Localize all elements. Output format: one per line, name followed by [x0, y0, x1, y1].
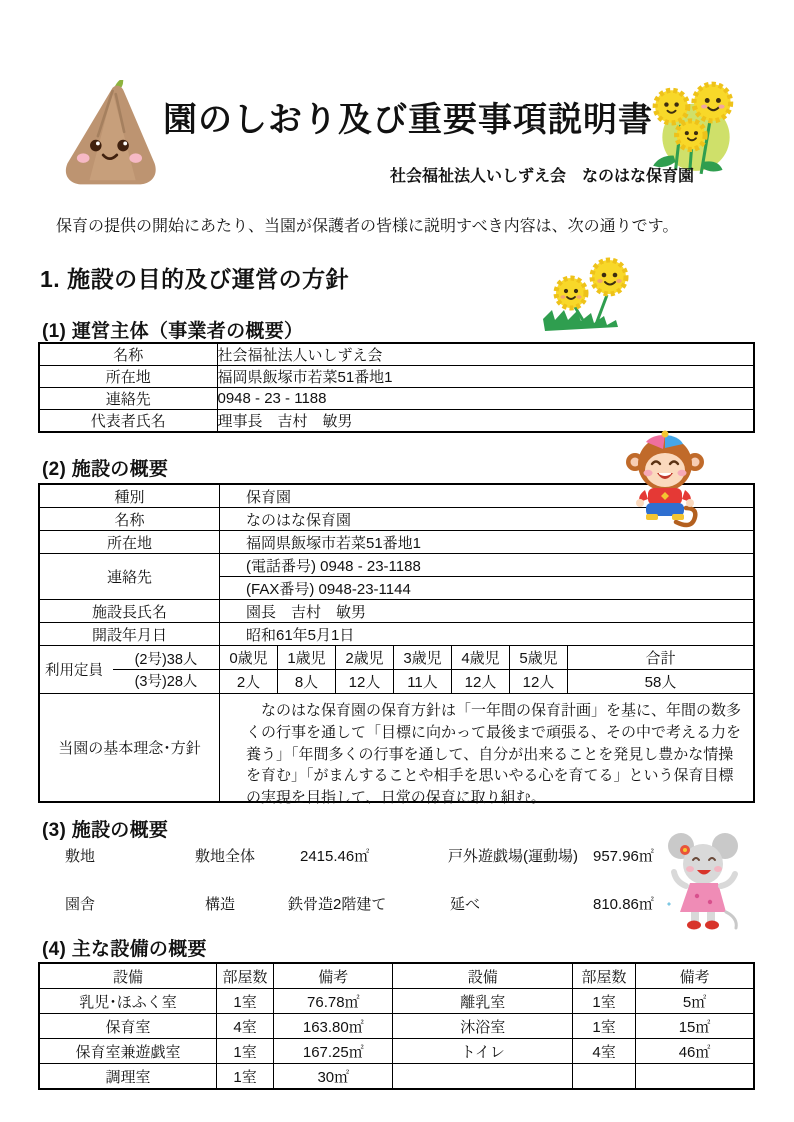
equipment-name: 離乳室 [393, 989, 573, 1014]
row-value: 保育園 [246, 488, 292, 506]
room-count: 1室 [572, 1014, 635, 1039]
room-area: 167.25㎡ [274, 1039, 393, 1064]
playground-label: 戸外遊戯場(運動場) [448, 848, 578, 865]
row-label: 所在地 [40, 531, 220, 553]
capacity-type3: (3号)28人 [134, 674, 198, 690]
age-count: 12人 [452, 670, 510, 694]
row-value: 園長 吉村 敏男 [246, 603, 367, 621]
table-row [39, 1014, 754, 1039]
capacity-grid [220, 646, 753, 693]
structure-label: 構造 [205, 896, 236, 913]
col-header: 部屋数 [572, 963, 635, 989]
table-row [39, 1039, 754, 1064]
monkey-mascot-image [618, 426, 718, 534]
age-header: 3歳児 [394, 646, 452, 670]
room-count: 1室 [572, 989, 635, 1014]
row-label: 代表者氏名 [39, 410, 217, 433]
row-value: 社会福祉法人いしずえ会 [217, 343, 754, 366]
row-label: 名称 [40, 508, 220, 530]
age-count: 58人 [644, 673, 677, 691]
organization-subtitle: 社会福祉法人いしずえ会 なのはな保育園 [390, 168, 695, 185]
philosophy-text: なのはな保育園の保育方針は「一年間の保育計画」を基に、年間の数多くの行事を通して「目標に向かって最後まで頑張る、その中で考える力を養う」「年間多くの行事を通して、自分が出来ることを発見し豊かな情操を育む」「がまんすることや相手を思いやる心を育てる」という保育目標の実現を目指して、日常の保育に取り組む。 [246, 702, 742, 806]
age-header: 5歳児 [510, 646, 568, 670]
subsection-1-heading: (1) 運営主体（事業者の概要） [42, 321, 304, 342]
row-label: 種別 [40, 485, 220, 507]
building-label: 園舎 [65, 896, 96, 913]
equipment-name: 保育室 [39, 1014, 216, 1039]
room-area: 30㎡ [274, 1064, 393, 1090]
structure-value: 鉄骨造2階建て [288, 896, 387, 913]
row-label: 所在地 [39, 366, 217, 388]
equipment-name: 沐浴室 [393, 1014, 573, 1039]
col-header: 備考 [274, 963, 393, 989]
age-count: 11人 [394, 670, 452, 694]
contact-row [40, 554, 753, 600]
philosophy-label: 当園の基本理念･方針 [40, 694, 220, 801]
intro-text: 保育の提供の開始にあたり、当園が保護者の皆様に説明すべき内容は、次の通りです。 [40, 218, 679, 235]
room-count [572, 1064, 635, 1090]
row-value: 福岡県飯塚市若菜51番地1 [217, 366, 754, 388]
equipment-name: 乳児･ほふく室 [39, 989, 216, 1014]
room-area: 163.80㎡ [274, 1014, 393, 1039]
page-title: 園のしおり及び重要事項説明書 [163, 101, 653, 139]
site-label: 敷地 [65, 848, 96, 865]
table-row [40, 600, 753, 623]
row-label: 開設年月日 [40, 623, 220, 645]
capacity-row [40, 646, 753, 694]
subsection-2-heading: (2) 施設の概要 [42, 459, 169, 480]
room-count: 4室 [216, 1014, 273, 1039]
site-area-row [38, 845, 755, 865]
playground-area: 957.96㎡ [593, 848, 654, 865]
equipment-name: 調理室 [39, 1064, 216, 1090]
bamboo-shoot-mascot-image [58, 80, 163, 188]
col-header: 部屋数 [216, 963, 273, 989]
floor-area-label: 延べ [450, 896, 481, 913]
col-header: 設備 [393, 963, 573, 989]
philosophy-row [40, 694, 753, 806]
room-area: 46㎡ [636, 1039, 754, 1064]
row-label: 連絡先 [39, 388, 217, 410]
dandelion-flower-mascots-image [533, 253, 643, 331]
table-row [39, 388, 754, 410]
row-label: 連絡先 [40, 554, 220, 599]
row-value: 0948 - 23 - 1188 [217, 388, 754, 410]
table-row [40, 531, 753, 554]
age-header: 0歳児 [220, 646, 278, 670]
room-count: 1室 [216, 1039, 273, 1064]
table-row [39, 1064, 754, 1090]
room-area: 15㎡ [636, 1014, 754, 1039]
subsection-3-heading: (3) 施設の概要 [42, 820, 169, 841]
subsection-4-heading: (4) 主な設備の概要 [42, 939, 207, 960]
table-row [39, 989, 754, 1014]
row-value: なのはな保育園 [246, 511, 352, 529]
operator-table [38, 342, 755, 433]
capacity-type2: (2号)38人 [113, 648, 219, 670]
row-label: 施設長氏名 [40, 600, 220, 622]
age-count: 12人 [336, 670, 394, 694]
section-1-heading: 1. 施設の目的及び運営の方針 [40, 266, 350, 292]
building-row [38, 893, 755, 913]
room-count: 1室 [216, 989, 273, 1014]
age-count: 12人 [510, 670, 568, 694]
age-header: 1歳児 [278, 646, 336, 670]
table-header-row [39, 963, 754, 989]
capacity-label: 利用定員 [45, 663, 103, 679]
room-count: 1室 [216, 1064, 273, 1090]
room-area: 76.78㎡ [274, 989, 393, 1014]
age-header: 合計 [568, 646, 753, 670]
room-area: 5㎡ [636, 989, 754, 1014]
age-count: 8人 [278, 670, 336, 694]
row-value: 福岡県飯塚市若菜51番地1 [246, 534, 422, 552]
age-header: 4歳児 [452, 646, 510, 670]
phone-number: (電話番号) 0948 - 23-1188 [220, 554, 753, 577]
age-header: 2歳児 [336, 646, 394, 670]
equipment-table [38, 962, 755, 1090]
equipment-name: 保育室兼遊戯室 [39, 1039, 216, 1064]
site-total-label: 敷地全体 [195, 848, 256, 865]
col-header: 設備 [39, 963, 216, 989]
age-count: 2人 [220, 670, 278, 694]
table-row [40, 623, 753, 646]
equipment-name: トイレ [393, 1039, 573, 1064]
table-row [39, 366, 754, 388]
row-value: 理事長 吉村 敏男 [217, 410, 754, 433]
col-header: 備考 [636, 963, 754, 989]
site-total-area: 2415.46㎡ [300, 848, 370, 865]
room-count: 4室 [572, 1039, 635, 1064]
floor-area-value: 810.86㎡ [593, 896, 654, 913]
fax-number: (FAX番号) 0948-23-1144 [246, 580, 411, 598]
room-area [636, 1064, 754, 1090]
row-label: 名称 [39, 343, 217, 366]
table-row [39, 343, 754, 366]
row-value: 昭和61年5月1日 [246, 626, 355, 644]
equipment-name [393, 1064, 573, 1090]
